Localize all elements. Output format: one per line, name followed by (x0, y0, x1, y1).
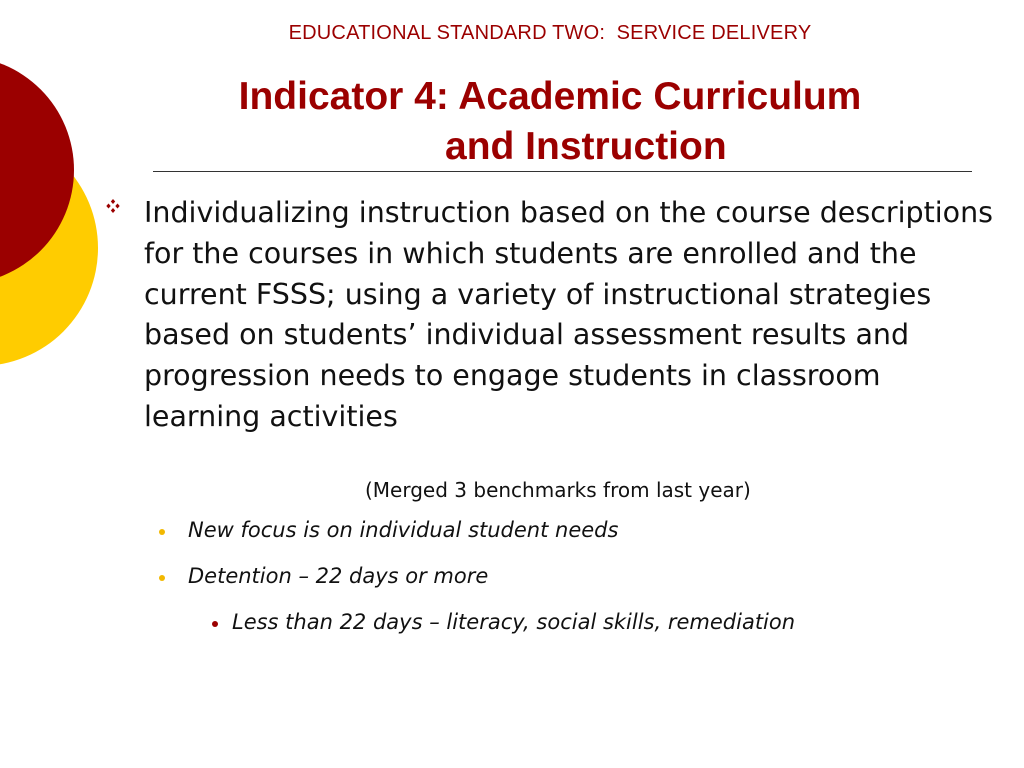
slide-title (0, 72, 1024, 172)
gold-dot-icon (159, 575, 165, 581)
slide-title-line-2: and Instruction (445, 125, 727, 168)
main-bullet-text: Individualizing instruction based on the course descriptions for the courses in which students are enrolled and the current FSSS; using a variety of instructional strategies based on students’ individual assessment results and progression needs to engage students in classroom learning activities (144, 196, 994, 433)
sub-bullet-detention (188, 564, 488, 588)
red-dot-icon (212, 621, 218, 627)
sub-bullet-text: Detention – 22 days or more (188, 564, 489, 588)
slide-title-line-1: Indicator 4: Academic Curriculum (238, 75, 862, 118)
sub-sub-bullet-text: Less than 22 days – literacy, social skills, remediation (232, 610, 796, 634)
merge-note: (Merged 3 benchmarks from last year) (365, 478, 751, 502)
diamond-cluster-icon (104, 197, 122, 215)
section-header: EDUCATIONAL STANDARD TWO: SERVICE DELIVERY (288, 22, 812, 44)
gold-dot-icon (159, 529, 165, 535)
sub-bullet-text: New focus is on individual student needs (188, 518, 619, 542)
decorative-circles (0, 0, 110, 420)
sub-sub-bullet-less-than (232, 610, 795, 634)
title-divider (153, 171, 972, 172)
sub-bullet-focus (188, 518, 618, 542)
